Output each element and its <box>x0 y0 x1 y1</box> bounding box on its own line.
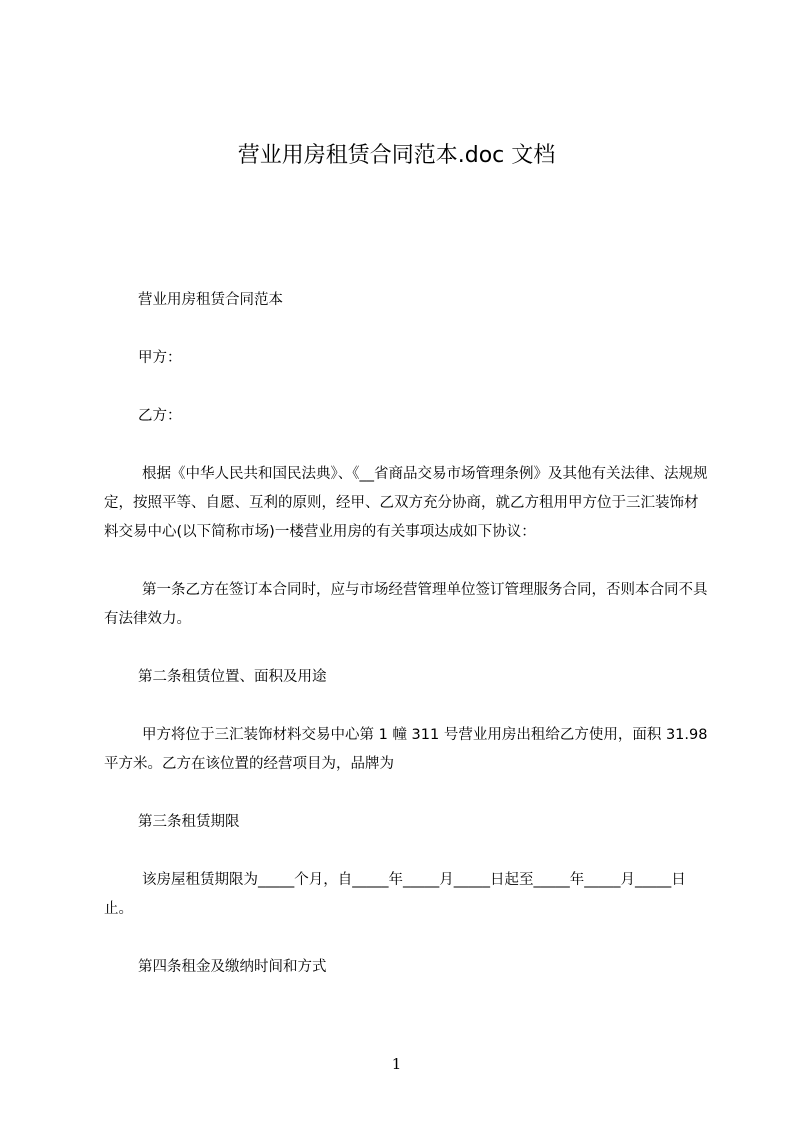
article-4-heading: 第四条租金及缴纳时间和方式 <box>138 959 327 975</box>
article-3-heading: 第三条租赁期限 <box>138 814 240 830</box>
article-1-paragraph: 第一条乙方在签订本合同时，应与市场经营管理单位签订管理服务合同，否则本合同不具有法律效力。 <box>104 582 708 627</box>
party-a-line: 甲方： <box>138 350 182 366</box>
article-2-paragraph: 甲方将位于三汇装饰材料交易中心第 1 幢 311 号营业用房出租给乙方使用，面积 31.98 平方米。乙方在该位置的经营项目为，品牌为 <box>104 727 713 772</box>
article-3-paragraph: 该房屋租赁期限为_____个月，自_____年_____月_____日起至_____年_____月_____日止。 <box>104 872 686 917</box>
party-b-line: 乙方： <box>138 408 182 424</box>
contract-heading: 营业用房租赁合同范本 <box>138 292 283 308</box>
document-title: 营业用房租赁合同范本.doc 文档 <box>237 143 556 168</box>
preamble-paragraph: 根据《中华人民共和国民法典》、《__省商品交易市场管理条例》及其他有关法律、法规规定，按照平等、自愿、互利的原则，经甲、乙双方充分协商，就乙方租用甲方位于三汇装饰材料交易中心(以下简称市场)一楼营业用房的有关事项达成如下协议： <box>104 466 708 540</box>
document-body <box>104 286 713 1011</box>
page-number: 1 <box>391 1055 402 1073</box>
article-2-heading: 第二条租赁位置、面积及用途 <box>138 669 327 685</box>
